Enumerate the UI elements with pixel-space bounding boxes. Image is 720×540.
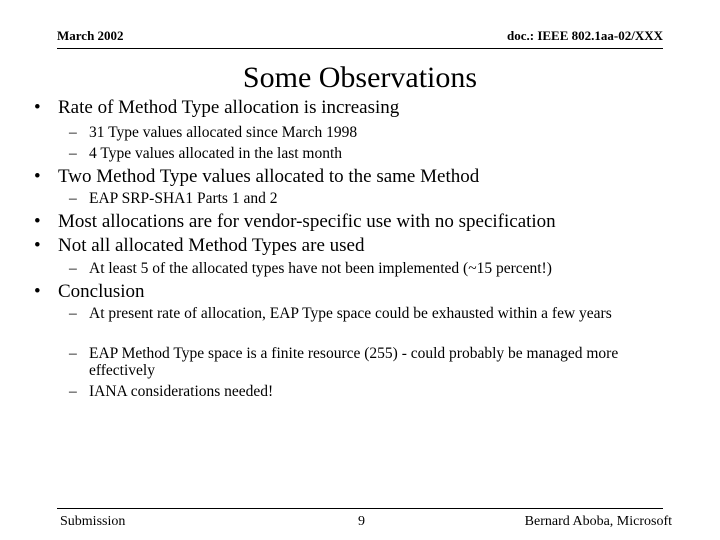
bullet-text: Rate of Method Type allocation is increasing bbox=[58, 97, 400, 118]
dash-marker: – bbox=[69, 305, 77, 322]
bullet-text: Two Method Type values allocated to the same Method bbox=[58, 166, 480, 187]
dash-marker: – bbox=[69, 124, 77, 141]
dash-marker: – bbox=[69, 345, 77, 362]
bullet-text: Not all allocated Method Types are used bbox=[58, 235, 365, 256]
header-doc-id: doc.: IEEE 802.1aa-02/XXX bbox=[506, 28, 663, 43]
sub-bullet-text: 4 Type values allocated in the last month bbox=[89, 145, 343, 162]
dash-marker: – bbox=[69, 260, 77, 277]
sub-bullet-text: At present rate of allocation, EAP Type space could be exhausted within a few years bbox=[89, 305, 612, 322]
bullet-marker: • bbox=[34, 281, 41, 302]
sub-bullet-text: 31 Type values allocated since March 1998 bbox=[89, 124, 358, 141]
bullet-text: Most allocations are for vendor-specific use with no specification bbox=[58, 211, 556, 232]
footer-rule bbox=[57, 508, 663, 509]
bullet-marker: • bbox=[34, 235, 41, 256]
bullet-marker: • bbox=[34, 166, 41, 187]
footer-page-number: 9 bbox=[358, 514, 365, 529]
header-date: March 2002 bbox=[57, 28, 124, 43]
sub-bullet-text: EAP SRP-SHA1 Parts 1 and 2 bbox=[89, 190, 278, 207]
sub-bullet-text: EAP Method Type space is a finite resource (255) - could probably be managed more effectively bbox=[89, 345, 619, 379]
bullet-marker: • bbox=[34, 97, 41, 118]
bullet-marker: • bbox=[34, 211, 41, 232]
bullet-text: Conclusion bbox=[58, 281, 145, 302]
dash-marker: – bbox=[69, 145, 77, 162]
footer-submission: Submission bbox=[60, 514, 126, 529]
footer-author: Bernard Aboba, Microsoft bbox=[524, 514, 672, 529]
sub-bullet-text: At least 5 of the allocated types have not been implemented (~15 percent!) bbox=[89, 260, 552, 277]
header-rule bbox=[57, 48, 663, 49]
slide-title: Some Observations bbox=[242, 61, 478, 94]
sub-bullet-text: IANA considerations needed! bbox=[89, 383, 274, 400]
dash-marker: – bbox=[69, 190, 77, 207]
dash-marker: – bbox=[69, 383, 77, 400]
